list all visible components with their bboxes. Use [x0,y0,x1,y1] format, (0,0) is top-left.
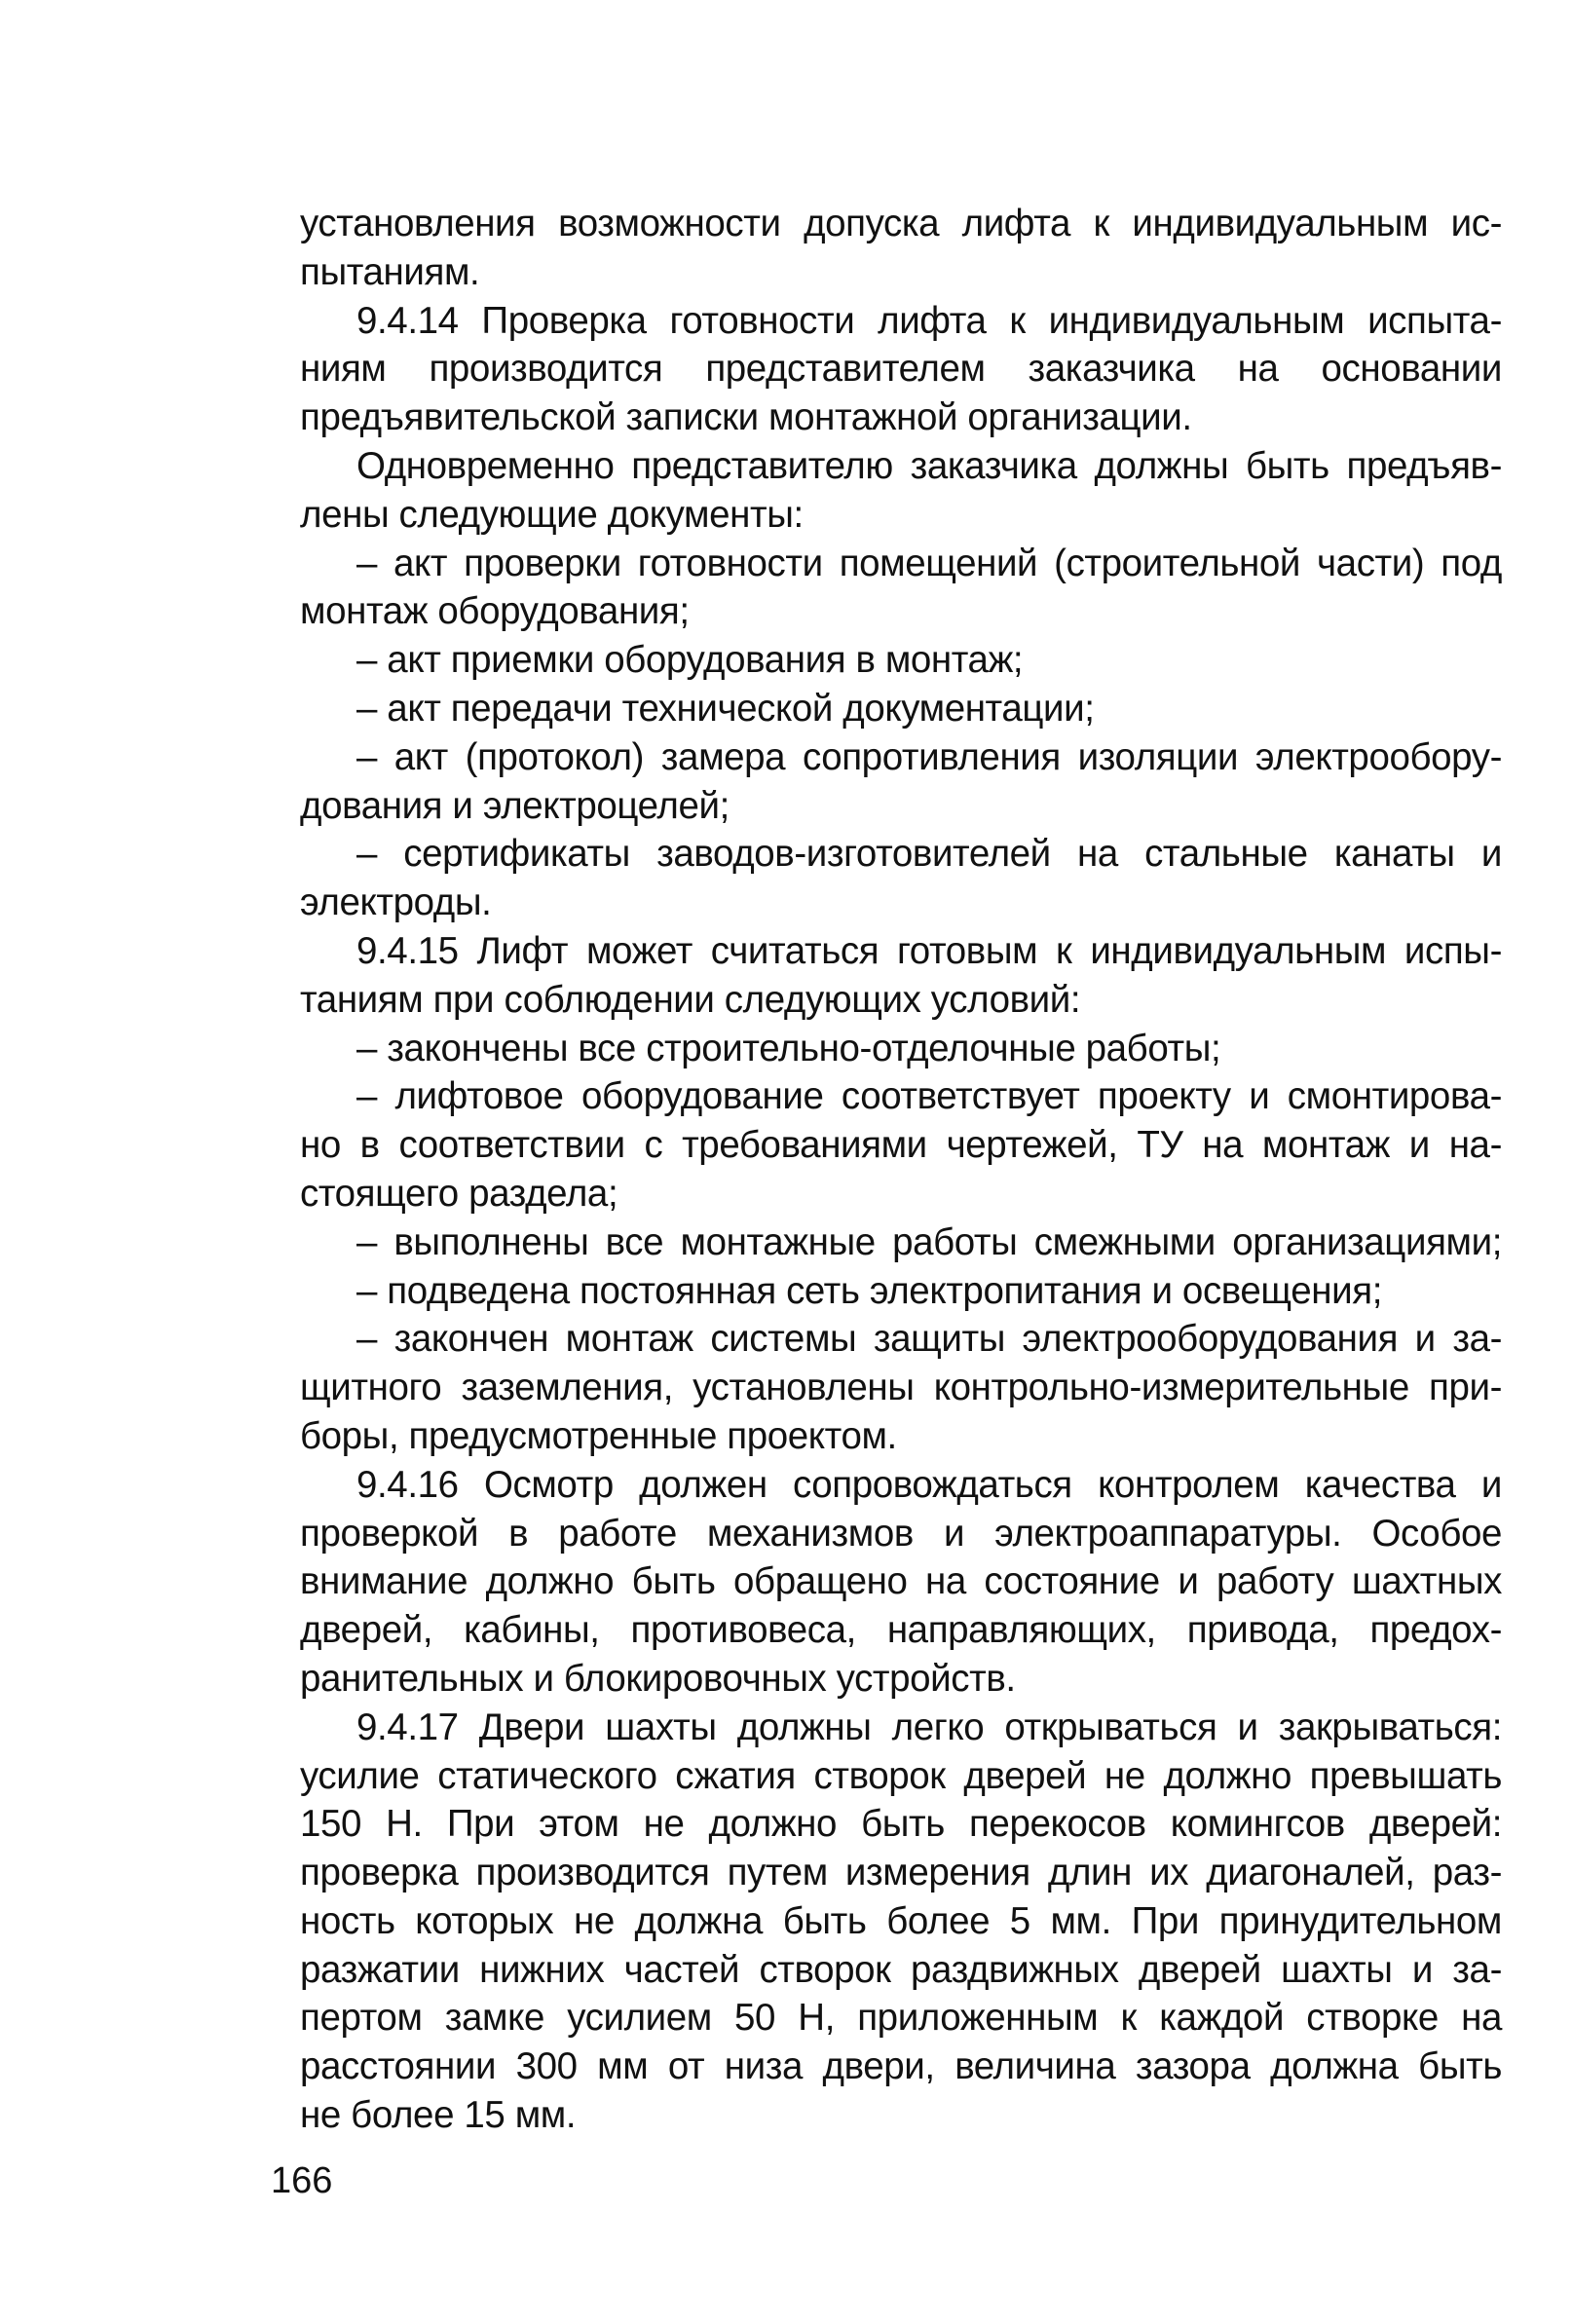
text-line: таниям при соблюдении следующих условий: [300,978,1081,1021]
text-line: разжатии нижних частей створок раздвижных дверей шахты и за- [300,1948,1502,1991]
text-line: – акт (протокол) замера сопротивления изоляции электрообору- [356,735,1502,778]
text-line: боры, предусмотренные проектом. [300,1414,897,1457]
text-line: предъявительской записки монтажной организации. [300,396,1192,439]
text-line: установления возможности допуска лифта к индивидуальным ис- [300,203,1502,244]
text-line: пертом замке усилием 50 Н, приложенным к каждой створке на [300,1997,1502,2040]
text-line: – закончены все строительно-отделочные работы; [356,1027,1221,1069]
text-line: – акт приемки оборудования в монтаж; [356,639,1024,682]
text-line: усилие статического сжатия створок дверей не должно превышать [300,1754,1502,1797]
text-line: но в соответствии с требованиями чертежей, ТУ на монтаж и на- [300,1124,1502,1167]
text-line: расстоянии 300 мм от низа двери, величина зазора должна быть [300,2045,1502,2088]
text-line: стоящего раздела; [300,1172,618,1215]
text-line: лены следующие документы: [300,493,804,536]
text-line: ниям производится представителем заказчика на основании [300,348,1502,391]
text-line: не более 15 мм. [300,2094,577,2137]
text-line: 9.4.16 Осмотр должен сопровождаться контролем качества и [356,1463,1502,1506]
text-line: – выполнены все монтажные работы смежными организациями; [356,1220,1502,1263]
text-line: – подведена постоянная сеть электропитания и освещения; [356,1269,1382,1312]
body-text [300,200,1502,2140]
text-line: щитного заземления, установлены контрольно-измерительные при- [300,1367,1502,1409]
text-line: дверей, кабины, противовеса, направляющих, привода, предох- [300,1609,1502,1652]
text-line: монтаж оборудования; [300,590,690,633]
text-line: – лифтовое оборудование соответствует проекту и смонтирова- [356,1075,1502,1118]
text-line: электроды. [300,881,492,924]
text-line: ность которых не должна быть более 5 мм. При принудительном [300,1899,1502,1942]
text-line: проверка производится путем измерения длин их диагоналей, раз- [300,1852,1502,1894]
text-line: 9.4.14 Проверка готовности лифта к индивидуальным испыта- [356,299,1502,342]
text-line: – акт проверки готовности помещений (строительной части) под [356,542,1502,584]
text-line: ранительных и блокировочных устройств. [300,1657,1016,1700]
text-line: – сертификаты заводов-изготовителей на стальные канаты и [356,833,1502,876]
text-line: 9.4.15 Лифт может считаться готовым к индивидуальным испы- [356,929,1502,972]
text-line: 150 Н. При этом не должно быть перекосов комингсов дверей: [300,1803,1502,1846]
text-line: – закончен монтаж системы защиты электрооборудования и за- [356,1318,1502,1361]
text-line: проверкой в работе механизмов и электроаппаратуры. Особое [300,1512,1502,1555]
text-line: дования и электроцелей; [300,784,730,827]
text-line: 9.4.17 Двери шахты должны легко открываться и закрываться: [356,1706,1502,1748]
text-line: пытаниям. [300,250,480,293]
text-line: – акт передачи технической документации; [356,687,1095,730]
text-line: внимание должно быть обращено на состояние и работу шахтных [300,1560,1502,1603]
text-line: Одновременно представителю заказчика должны быть предъяв- [356,444,1502,487]
page-number: 166 [271,2160,333,2201]
